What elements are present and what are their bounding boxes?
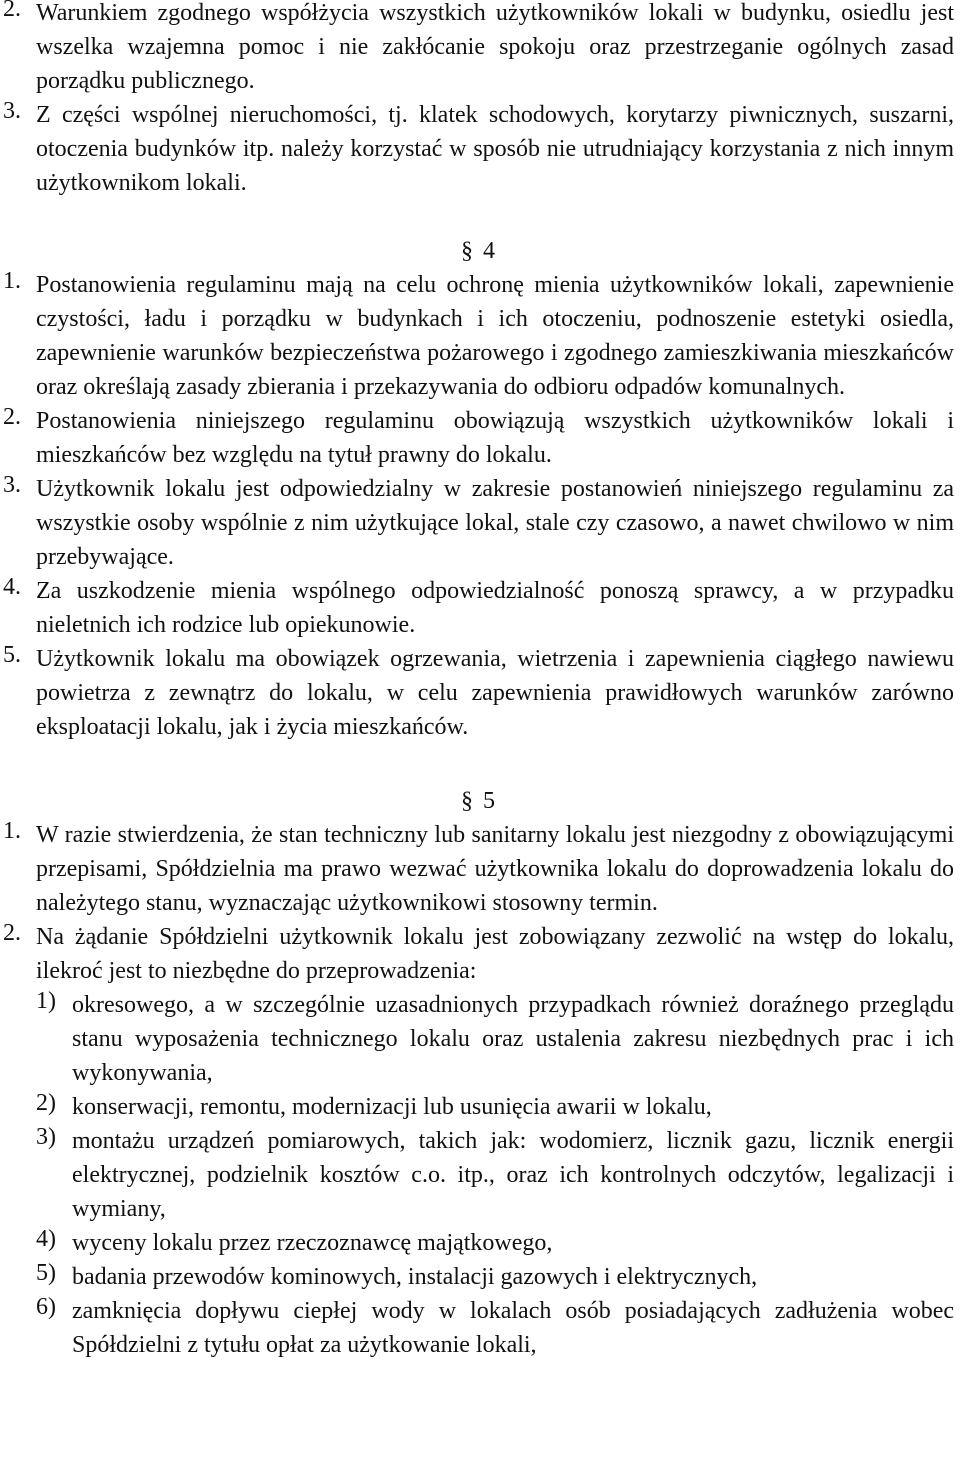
sub-item-text: okresowego, a w szczególnie uzasadnionych przypadkach również doraźnego przeglądu stanu wyposażenia technicznego lokalu oraz ustalenia zakresu niezbędnych prac i ich wykonywania,: [72, 992, 954, 1086]
item-text: Użytkownik lokalu jest odpowiedzialny w zakresie postanowień niniejszego regulaminu za wszystkie osoby wspólnie z nim użytkujące lokal, stale czy czasowo, a nawet chwilowo w nim przebywające.: [36, 476, 954, 570]
sub-item-number: 3): [36, 1124, 56, 1150]
section-number: 5: [483, 788, 495, 814]
section-number: 4: [483, 238, 495, 264]
sub-item: [36, 1260, 954, 1294]
item-text: W razie stwierdzenia, że stan techniczny lub sanitarny lokalu jest niezgodny z obowiązującymi przepisami, Spółdzielnia ma prawo wezwać użytkownika lokalu do doprowadzenia lokalu do należytego stanu, wyznaczając użytkownikowi stosowny termin.: [36, 822, 954, 916]
sub-item: [36, 1124, 954, 1226]
sub-item: [36, 988, 954, 1090]
item-number: 3.: [3, 472, 21, 498]
sub-item-text: zamknięcia dopływu ciepłej wody w lokalach osób posiadających zadłużenia wobec Spółdzielni z tytułu opłat za użytkowanie lokali,: [72, 1298, 954, 1358]
paragraph-item: [3, 404, 954, 472]
sub-item-text: konserwacji, remontu, modernizacji lub usunięcia awarii w lokalu,: [72, 1094, 712, 1120]
sub-item-number: 4): [36, 1226, 56, 1252]
item-number: 2.: [3, 0, 21, 22]
sub-item: [36, 1090, 954, 1124]
item-number: 5.: [3, 642, 21, 668]
item-text: Z części wspólnej nieruchomości, tj. klatek schodowych, korytarzy piwnicznych, suszarni, otoczenia budynków itp. należy korzystać w sposób nie utrudniający korzystania z nich innym użytkownikom lokali.: [36, 102, 954, 196]
sub-item-text: montażu urządzeń pomiarowych, takich jak: wodomierz, licznik gazu, licznik energii elektrycznej, podzielnik kosztów c.o. itp., oraz ich kontrolnych odczytów, legalizacji i wymiany,: [72, 1128, 954, 1222]
sub-item-number: 5): [36, 1260, 56, 1286]
sub-item-text: badania przewodów kominowych, instalacji gazowych i elektrycznych,: [72, 1264, 758, 1290]
sub-item-number: 2): [36, 1090, 56, 1116]
paragraph-item: [3, 920, 954, 988]
item-text: Postanowienia regulaminu mają na celu ochronę mienia użytkowników lokali, zapewnienie czystości, ładu i porządku w budynkach i ich otoczeniu, podnoszenie estetyki osiedla, zapewnienie warunków bezpieczeństwa pożarowego i zgodnego zamieszkiwania mieszkańców oraz określają zasady zbierania i przekazywania do odbioru odpadów komunalnych.: [36, 272, 954, 400]
item-text: Postanowienia niniejszego regulaminu obowiązują wszystkich użytkowników lokali i mieszkańców bez względu na tytuł prawny do lokalu.: [36, 408, 954, 468]
item-number: 1.: [3, 818, 21, 844]
section-symbol: §: [461, 238, 473, 264]
item-number: 4.: [3, 574, 21, 600]
paragraph-item: [3, 818, 954, 920]
section-heading-4: [3, 234, 954, 268]
item-number: 2.: [3, 404, 21, 430]
paragraph-item: [3, 472, 954, 574]
paragraph-item: [3, 574, 954, 642]
sub-item-number: 1): [36, 988, 56, 1014]
item-number: 3.: [3, 98, 21, 124]
item-text: Na żądanie Spółdzielni użytkownik lokalu jest zobowiązany zezwolić na wstęp do lokalu, ilekroć jest to niezbędne do przeprowadzenia:: [36, 924, 954, 984]
paragraph-item: [3, 98, 954, 200]
item-text: Za uszkodzenie mienia wspólnego odpowiedzialność ponoszą sprawcy, a w przypadku nieletnich ich rodzice lub opiekunowie.: [36, 578, 954, 638]
sub-item: [36, 1226, 954, 1260]
sub-item-number: 6): [36, 1294, 56, 1320]
item-number: 1.: [3, 268, 21, 294]
section-heading-5: [3, 784, 954, 818]
item-number: 2.: [3, 920, 21, 946]
paragraph-item: [3, 268, 954, 404]
sub-item-text: wyceny lokalu przez rzeczoznawcę majątkowego,: [72, 1230, 553, 1256]
paragraph-item: [3, 642, 954, 744]
paragraph-item: [3, 0, 954, 98]
sub-item: [36, 1294, 954, 1362]
item-text: Użytkownik lokalu ma obowiązek ogrzewania, wietrzenia i zapewnienia ciągłego nawiewu powietrza z zewnątrz do lokalu, w celu zapewnienia prawidłowych warunków zarówno eksploatacji lokalu, jak i życia mieszkańców.: [36, 646, 954, 740]
section-symbol: §: [461, 788, 473, 814]
item-text: Warunkiem zgodnego współżycia wszystkich użytkowników lokali w budynku, osiedlu jest wszelka wzajemna pomoc i nie zakłócanie spokoju oraz przestrzeganie ogólnych zasad porządku publicznego.: [36, 0, 954, 94]
